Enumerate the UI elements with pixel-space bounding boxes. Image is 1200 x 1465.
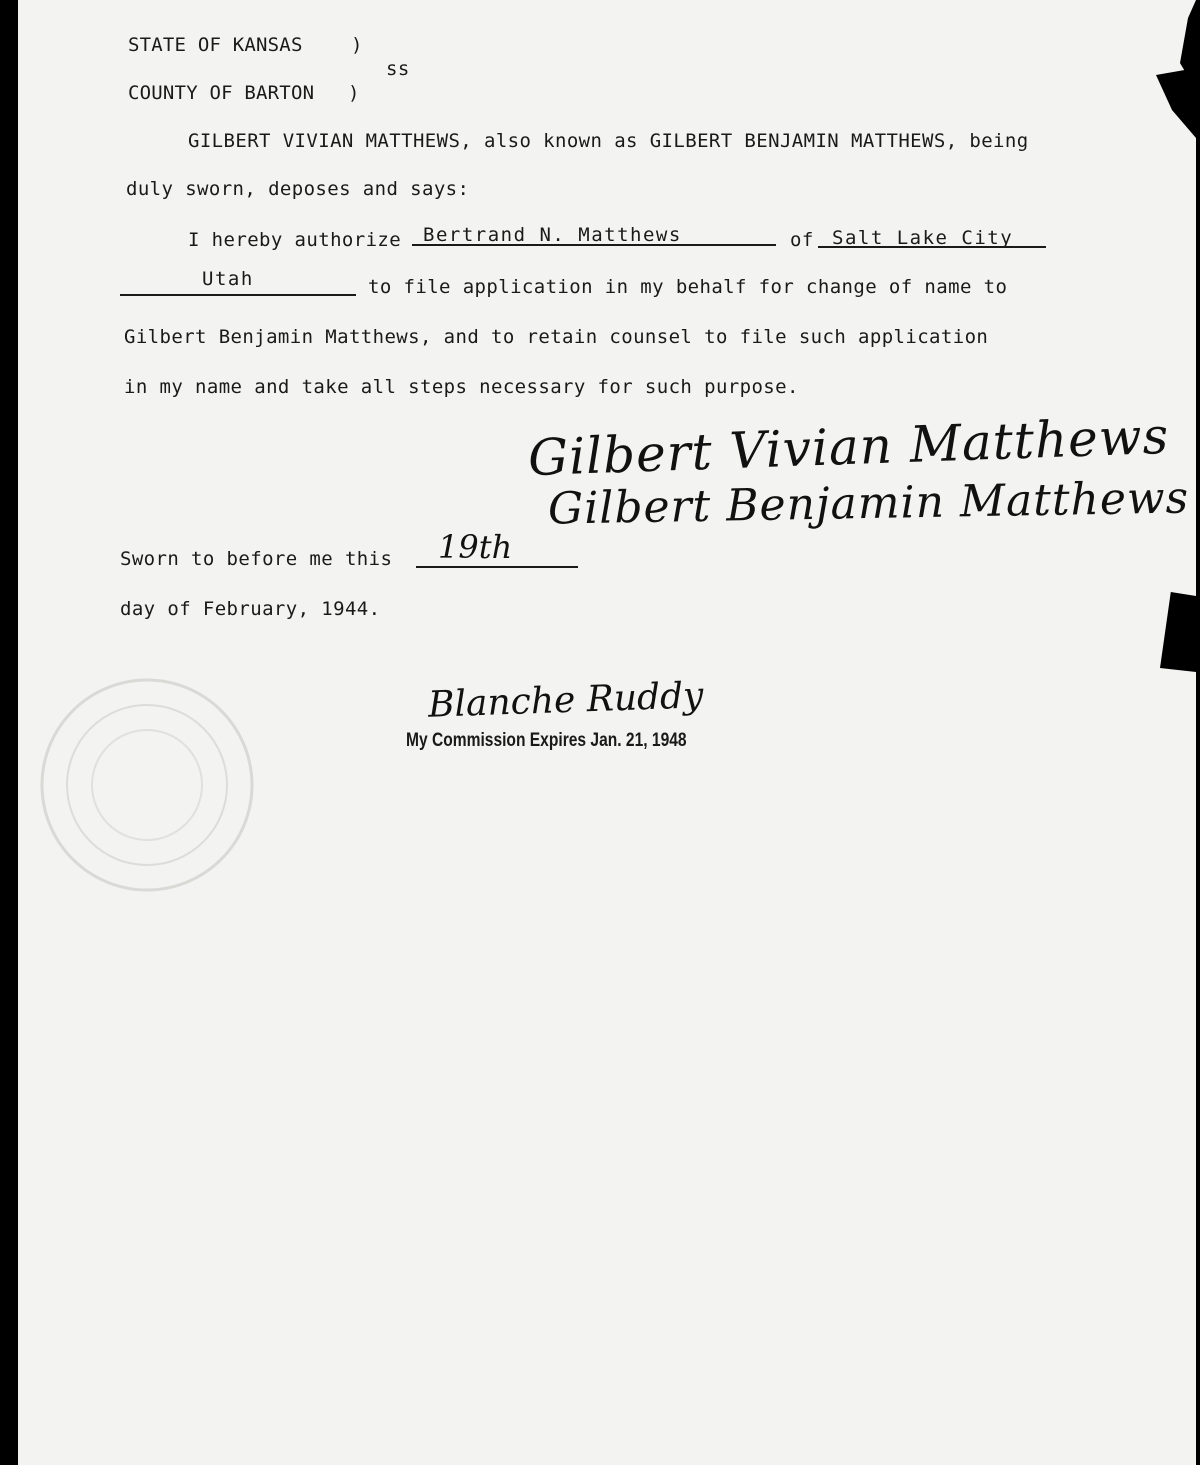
affiant-signature-2: Gilbert Benjamin Matthews [547,472,1190,535]
venue-state: STATE OF KANSAS [128,34,303,56]
document-page [18,0,1196,1465]
jurat-line-2: day of February, 1944. [120,598,381,620]
notary-signature: Blanche Ruddy [427,675,705,726]
paper-tear [1156,68,1196,138]
authorized-city: Salt Lake City [832,227,1014,249]
blank-line [120,294,356,296]
authorize-prefix: I hereby authorize [188,229,402,251]
commission-expiry-stamp: My Commission Expires Jan. 21, 1948 [406,730,687,751]
authorized-state: Utah [202,268,254,290]
paper-tear [1160,592,1196,672]
venue-ss: ss [386,58,410,80]
affiant-line-2: duly sworn, deposes and says: [126,178,470,200]
blank-line [416,566,578,568]
venue-paren: ) [351,34,363,56]
venue-county: COUNTY OF BARTON [128,82,315,104]
affiant-signature-1: Gilbert Vivian Matthews [527,406,1171,488]
authorize-line-2: to file application in my behalf for change of name to [368,276,1008,298]
jurat-day: 19th [438,528,513,566]
jurat-prefix: Sworn to before me this [120,548,393,570]
of-label: of [790,229,814,251]
authorized-person: Bertrand N. Matthews [423,224,682,246]
authorize-line-3: Gilbert Benjamin Matthews, and to retain counsel to file such application [124,326,989,348]
authorize-line-4: in my name and take all steps necessary for such purpose. [124,376,799,398]
notary-seal [32,670,262,900]
affiant-line-1: GILBERT VIVIAN MATTHEWS, also known as GILBERT BENJAMIN MATTHEWS, being [188,130,1029,152]
venue-paren: ) [348,82,360,104]
